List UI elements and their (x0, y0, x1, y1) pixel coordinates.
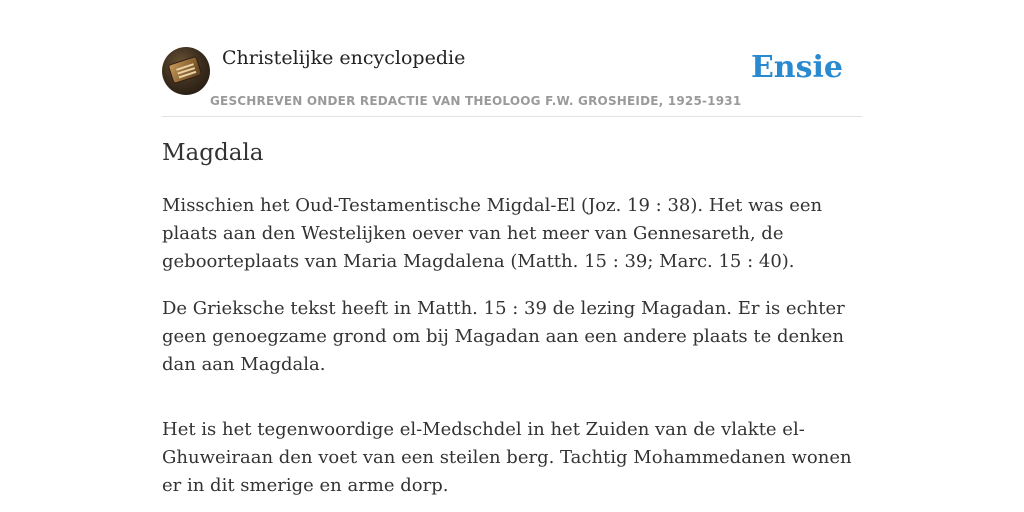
article-paragraph: De Grieksche tekst heeft in Matth. 15 : 39 de lezing Magadan. Er is echter geen genoegzame grond om bij Magadan aan een andere plaats te denken dan aan Magdala. (162, 298, 845, 375)
book-cover (169, 57, 201, 83)
book-icon[interactable] (162, 47, 210, 95)
article-paragraph: Het is het tegenwoordige el-Medschdel in het Zuiden van de vlakte el-Ghuweiraan den voet van een steilen berg. Tachtig Mohammedanen wonen er in dit smerige en arme dorp. (162, 419, 852, 496)
site-title[interactable]: Christelijke encyclopedie (222, 47, 466, 69)
brand-logo[interactable]: Ensie (750, 50, 843, 85)
site-subtitle: GESCHREVEN ONDER REDACTIE VAN THEOLOOG F.W. GROSHEIDE, 1925-1931 (210, 94, 742, 108)
site-header (162, 44, 862, 117)
article-body (162, 192, 862, 512)
article-title: Magdala (162, 140, 264, 166)
article-paragraph: Misschien het Oud-Testamentische Migdal-El (Joz. 19 : 38). Het was een plaats aan den Westelijken oever van het meer van Gennesareth, de geboorteplaats van Maria Magdalena (Matth. 15 : 39; Marc. 15 : 40). (162, 195, 823, 272)
